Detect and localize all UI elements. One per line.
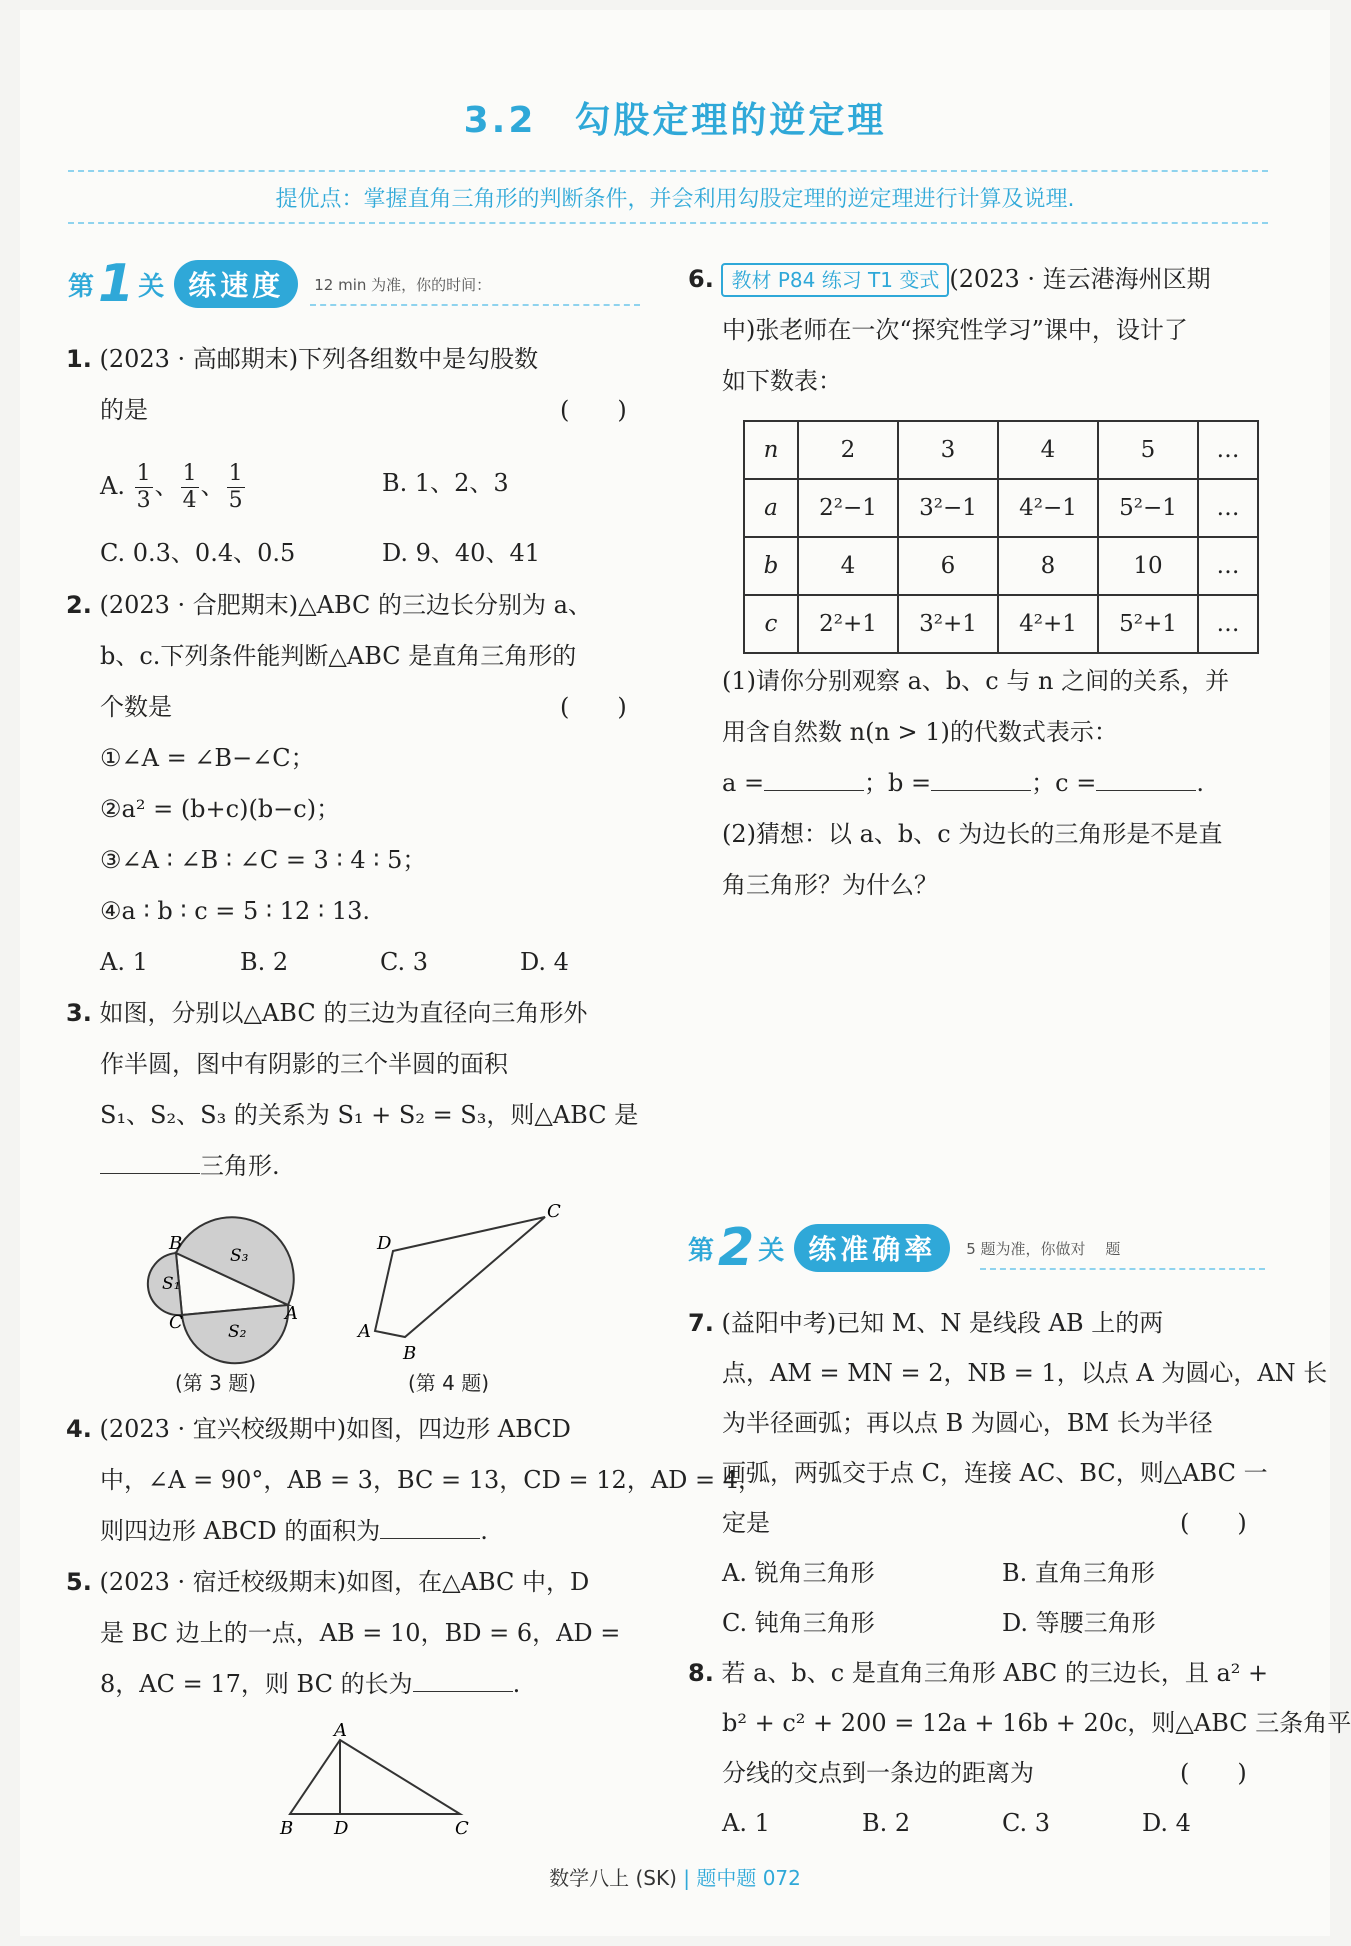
fig3-label-c: C <box>169 1312 183 1333</box>
table-cell: c <box>744 595 798 653</box>
q4-stem-line2: 中，∠A = 90°，AB = 3，BC = 13，CD = 12，AD = 4， <box>100 1466 763 1494</box>
q5-stem-line3: 8，AC = 17，则 BC 的长为 . <box>100 1659 520 1710</box>
table-cell: … <box>1198 595 1258 653</box>
q4-stem-line3: 则四边形 ABCD 的面积为 . <box>100 1506 488 1557</box>
q5-stem-line1: 5. (2023 · 宿迁校级期末)如图，在△ABC 中，D <box>66 1568 590 1596</box>
table-row <box>744 595 1258 653</box>
q6-part2-line2: 角三角形？为什么？ <box>722 871 938 899</box>
level2-pill: 练准确率 <box>794 1224 950 1272</box>
q2-stem-line1: 2. (2023 · 合肥期末)△ABC 的三边长分别为 a、 <box>66 591 592 619</box>
table-cell: 4²+1 <box>998 595 1098 653</box>
q7-stem-line5: 定是 <box>722 1509 770 1537</box>
table-row <box>744 537 1258 595</box>
q1-option-c: C. 0.3、0.4、0.5 <box>100 539 296 567</box>
table-cell: a <box>744 479 798 537</box>
table-cell: … <box>1198 537 1258 595</box>
triangle-abc-fig5 <box>290 1740 460 1814</box>
table-cell: 3²+1 <box>898 595 998 653</box>
table-cell: 6 <box>898 537 998 595</box>
q2-stem-line2: b、c.下列条件能判断△ABC 是直角三角形的 <box>100 642 577 670</box>
table-cell: b <box>744 537 798 595</box>
q5-stem-line2: 是 BC 边上的一点，AB = 10，BD = 6，AD = <box>100 1619 621 1647</box>
q6-part2-line1: (2)猜想：以 a、b、c 为边长的三角形是不是直 <box>722 820 1223 848</box>
q2-condition-2: ②a² = (b+c)(b−c)； <box>100 795 341 823</box>
q2-condition-4: ④a ∶ b ∶ c = 5 ∶ 12 ∶ 13. <box>100 897 370 925</box>
table-cell: 5 <box>1098 421 1198 479</box>
table-cell: n <box>744 421 798 479</box>
q8-option-d: D. 4 <box>1142 1809 1191 1837</box>
q7-option-d: D. 等腰三角形 <box>1002 1609 1156 1637</box>
level1-heading: 第 1 关 练速度 12 min 为准，你的时间： <box>68 254 492 314</box>
figure-3-caption: (第 3 题) <box>175 1371 257 1395</box>
q1-option-b: B. 1、2、3 <box>382 469 509 497</box>
q6-stem-line2: 中)张老师在一次“探究性学习”课中，设计了 <box>722 316 1188 344</box>
level1-pill: 练速度 <box>174 260 298 308</box>
fig5-label-c: C <box>455 1818 469 1839</box>
q7-stem-line4: 画弧，两弧交于点 C，连接 AC、BC，则△ABC 一 <box>722 1459 1268 1487</box>
table-cell: 4 <box>798 537 898 595</box>
level2-heading: 第 2 关 练准确率 5 题为准，你做对 题 <box>688 1218 1121 1278</box>
table-cell: 5²−1 <box>1098 479 1198 537</box>
quadrilateral-abcd <box>375 1217 545 1337</box>
q4-stem-line1: 4. (2023 · 宜兴校级期中)如图，四边形 ABCD <box>66 1415 571 1443</box>
fig5-label-b: B <box>280 1818 294 1839</box>
level2-underline <box>980 1268 1265 1270</box>
divider-top <box>68 170 1268 172</box>
q3-stem-line4: 三角形. <box>100 1141 280 1192</box>
fig5-label-a: A <box>334 1720 347 1741</box>
q1-answer-paren: ( ) <box>560 396 627 424</box>
q1-option-a: A. $\frac{1}{3}$ 、 $\frac{1}{4}$ 、 $\frac{1}{5}$ <box>100 461 243 513</box>
q7-stem-line3: 为半径画弧；再以点 B 为圆心，BM 长为半径 <box>722 1409 1213 1437</box>
fig4-label-d: D <box>377 1233 392 1254</box>
q8-option-a: A. 1 <box>722 1809 770 1837</box>
page-footer: 数学八上 (SK) | 题中题 072 <box>549 1866 801 1890</box>
q3-stem-line2: 作半圆，图中有阴影的三个半圆的面积 <box>100 1050 508 1078</box>
table-row <box>744 421 1258 479</box>
q1-stem-line1: 1. (2023 · 高邮期末)下列各组数中是勾股数 <box>66 345 539 373</box>
fig3-label-s3: S₃ <box>230 1246 249 1266</box>
q6-part1-line2: 用含自然数 n(n > 1)的代数式表示： <box>722 718 1118 746</box>
page-title: 3.2 勾股定理的逆定理 <box>463 100 887 141</box>
table-cell: 10 <box>1098 537 1198 595</box>
q7-stem-line2: 点，AM = MN = 2，NB = 1，以点 A 为圆心，AN 长 <box>722 1359 1328 1387</box>
table-cell: 4²−1 <box>998 479 1098 537</box>
table-row <box>744 479 1258 537</box>
fig3-label-s1: S₁ <box>162 1274 181 1294</box>
q2-answer-paren: ( ) <box>560 693 627 721</box>
q7-answer-paren: ( ) <box>1180 1509 1247 1537</box>
figure-3-semicircles <box>140 1215 310 1345</box>
q2-option-b: B. 2 <box>240 948 289 976</box>
q8-stem-line3: 分线的交点到一条边的距离为 <box>722 1759 1034 1787</box>
fig3-label-s2: S₂ <box>228 1322 247 1342</box>
q7-stem-line1: 7. (益阳中考)已知 M、N 是线段 AB 上的两 <box>688 1309 1164 1337</box>
table-cell: … <box>1198 479 1258 537</box>
q1-option-d: D. 9、40、41 <box>382 539 540 567</box>
q2-option-d: D. 4 <box>520 948 569 976</box>
figure-4-quadrilateral <box>355 1201 575 1364</box>
divider-bottom <box>68 222 1268 224</box>
q6-stem-line3: 如下数表： <box>722 367 842 395</box>
q8-answer-paren: ( ) <box>1180 1759 1247 1787</box>
table-cell: 5²+1 <box>1098 595 1198 653</box>
q7-option-c: C. 钝角三角形 <box>722 1609 875 1637</box>
q6-number-table <box>743 420 1259 654</box>
fig3-label-a: A <box>285 1303 298 1324</box>
table-cell: 4 <box>998 421 1098 479</box>
q2-stem-line3: 个数是 <box>100 693 172 721</box>
table-cell: 2²−1 <box>798 479 898 537</box>
q2-condition-1: ①∠A = ∠B−∠C； <box>100 744 315 772</box>
q8-option-b: B. 2 <box>862 1809 911 1837</box>
table-cell: 2 <box>798 421 898 479</box>
q2-condition-3: ③∠A ∶ ∠B ∶ ∠C = 3 ∶ 4 ∶ 5； <box>100 846 427 874</box>
level1-underline <box>310 304 640 306</box>
q6-stem-line1: 6. 教材 P84 练习 T1 变式 (2023 · 连云港海州区期 <box>688 254 1211 305</box>
table-cell: 3 <box>898 421 998 479</box>
page-number: 072 <box>762 1866 801 1890</box>
table-cell: 8 <box>998 537 1098 595</box>
q2-option-c: C. 3 <box>380 948 429 976</box>
q3-stem-line1: 3. 如图，分别以△ABC 的三边为直径向三角形外 <box>66 999 588 1027</box>
fig4-label-a: A <box>358 1321 371 1342</box>
tip-text: 提优点：掌握直角三角形的判断条件，并会利用勾股定理的逆定理进行计算及说理. <box>275 187 1075 212</box>
q3-stem-line3: S₁、S₂、S₃ 的关系为 S₁ + S₂ = S₃，则△ABC 是 <box>100 1101 639 1129</box>
fig4-label-b: B <box>403 1343 417 1364</box>
fig5-label-d: D <box>334 1818 349 1839</box>
q8-option-c: C. 3 <box>1002 1809 1051 1837</box>
q1-stem-line2: 的是 <box>100 396 148 424</box>
q7-option-a: A. 锐角三角形 <box>722 1559 875 1587</box>
q8-stem-line1: 8. 若 a、b、c 是直角三角形 ABC 的三边长，且 a² + <box>688 1659 1269 1687</box>
table-cell: 3²−1 <box>898 479 998 537</box>
table-cell: … <box>1198 421 1258 479</box>
figure-4-caption: (第 4 题) <box>408 1371 490 1395</box>
figure-5-triangle <box>270 1720 490 1840</box>
fig4-label-c: C <box>547 1201 561 1222</box>
q6-part1-answers: a = ；b = ；c = . <box>722 758 1204 809</box>
q8-stem-line2: b² + c² + 200 = 12a + 16b + 20c，则△ABC 三条角平 <box>722 1709 1351 1737</box>
fig3-label-b: B <box>169 1233 183 1254</box>
table-cell: 2²+1 <box>798 595 898 653</box>
q6-part1-line1: (1)请你分别观察 a、b、c 与 n 之间的关系，并 <box>722 667 1230 695</box>
q6-source-tag: 教材 P84 练习 T1 变式 <box>721 263 949 297</box>
q2-option-a: A. 1 <box>100 948 148 976</box>
q7-option-b: B. 直角三角形 <box>1002 1559 1155 1587</box>
